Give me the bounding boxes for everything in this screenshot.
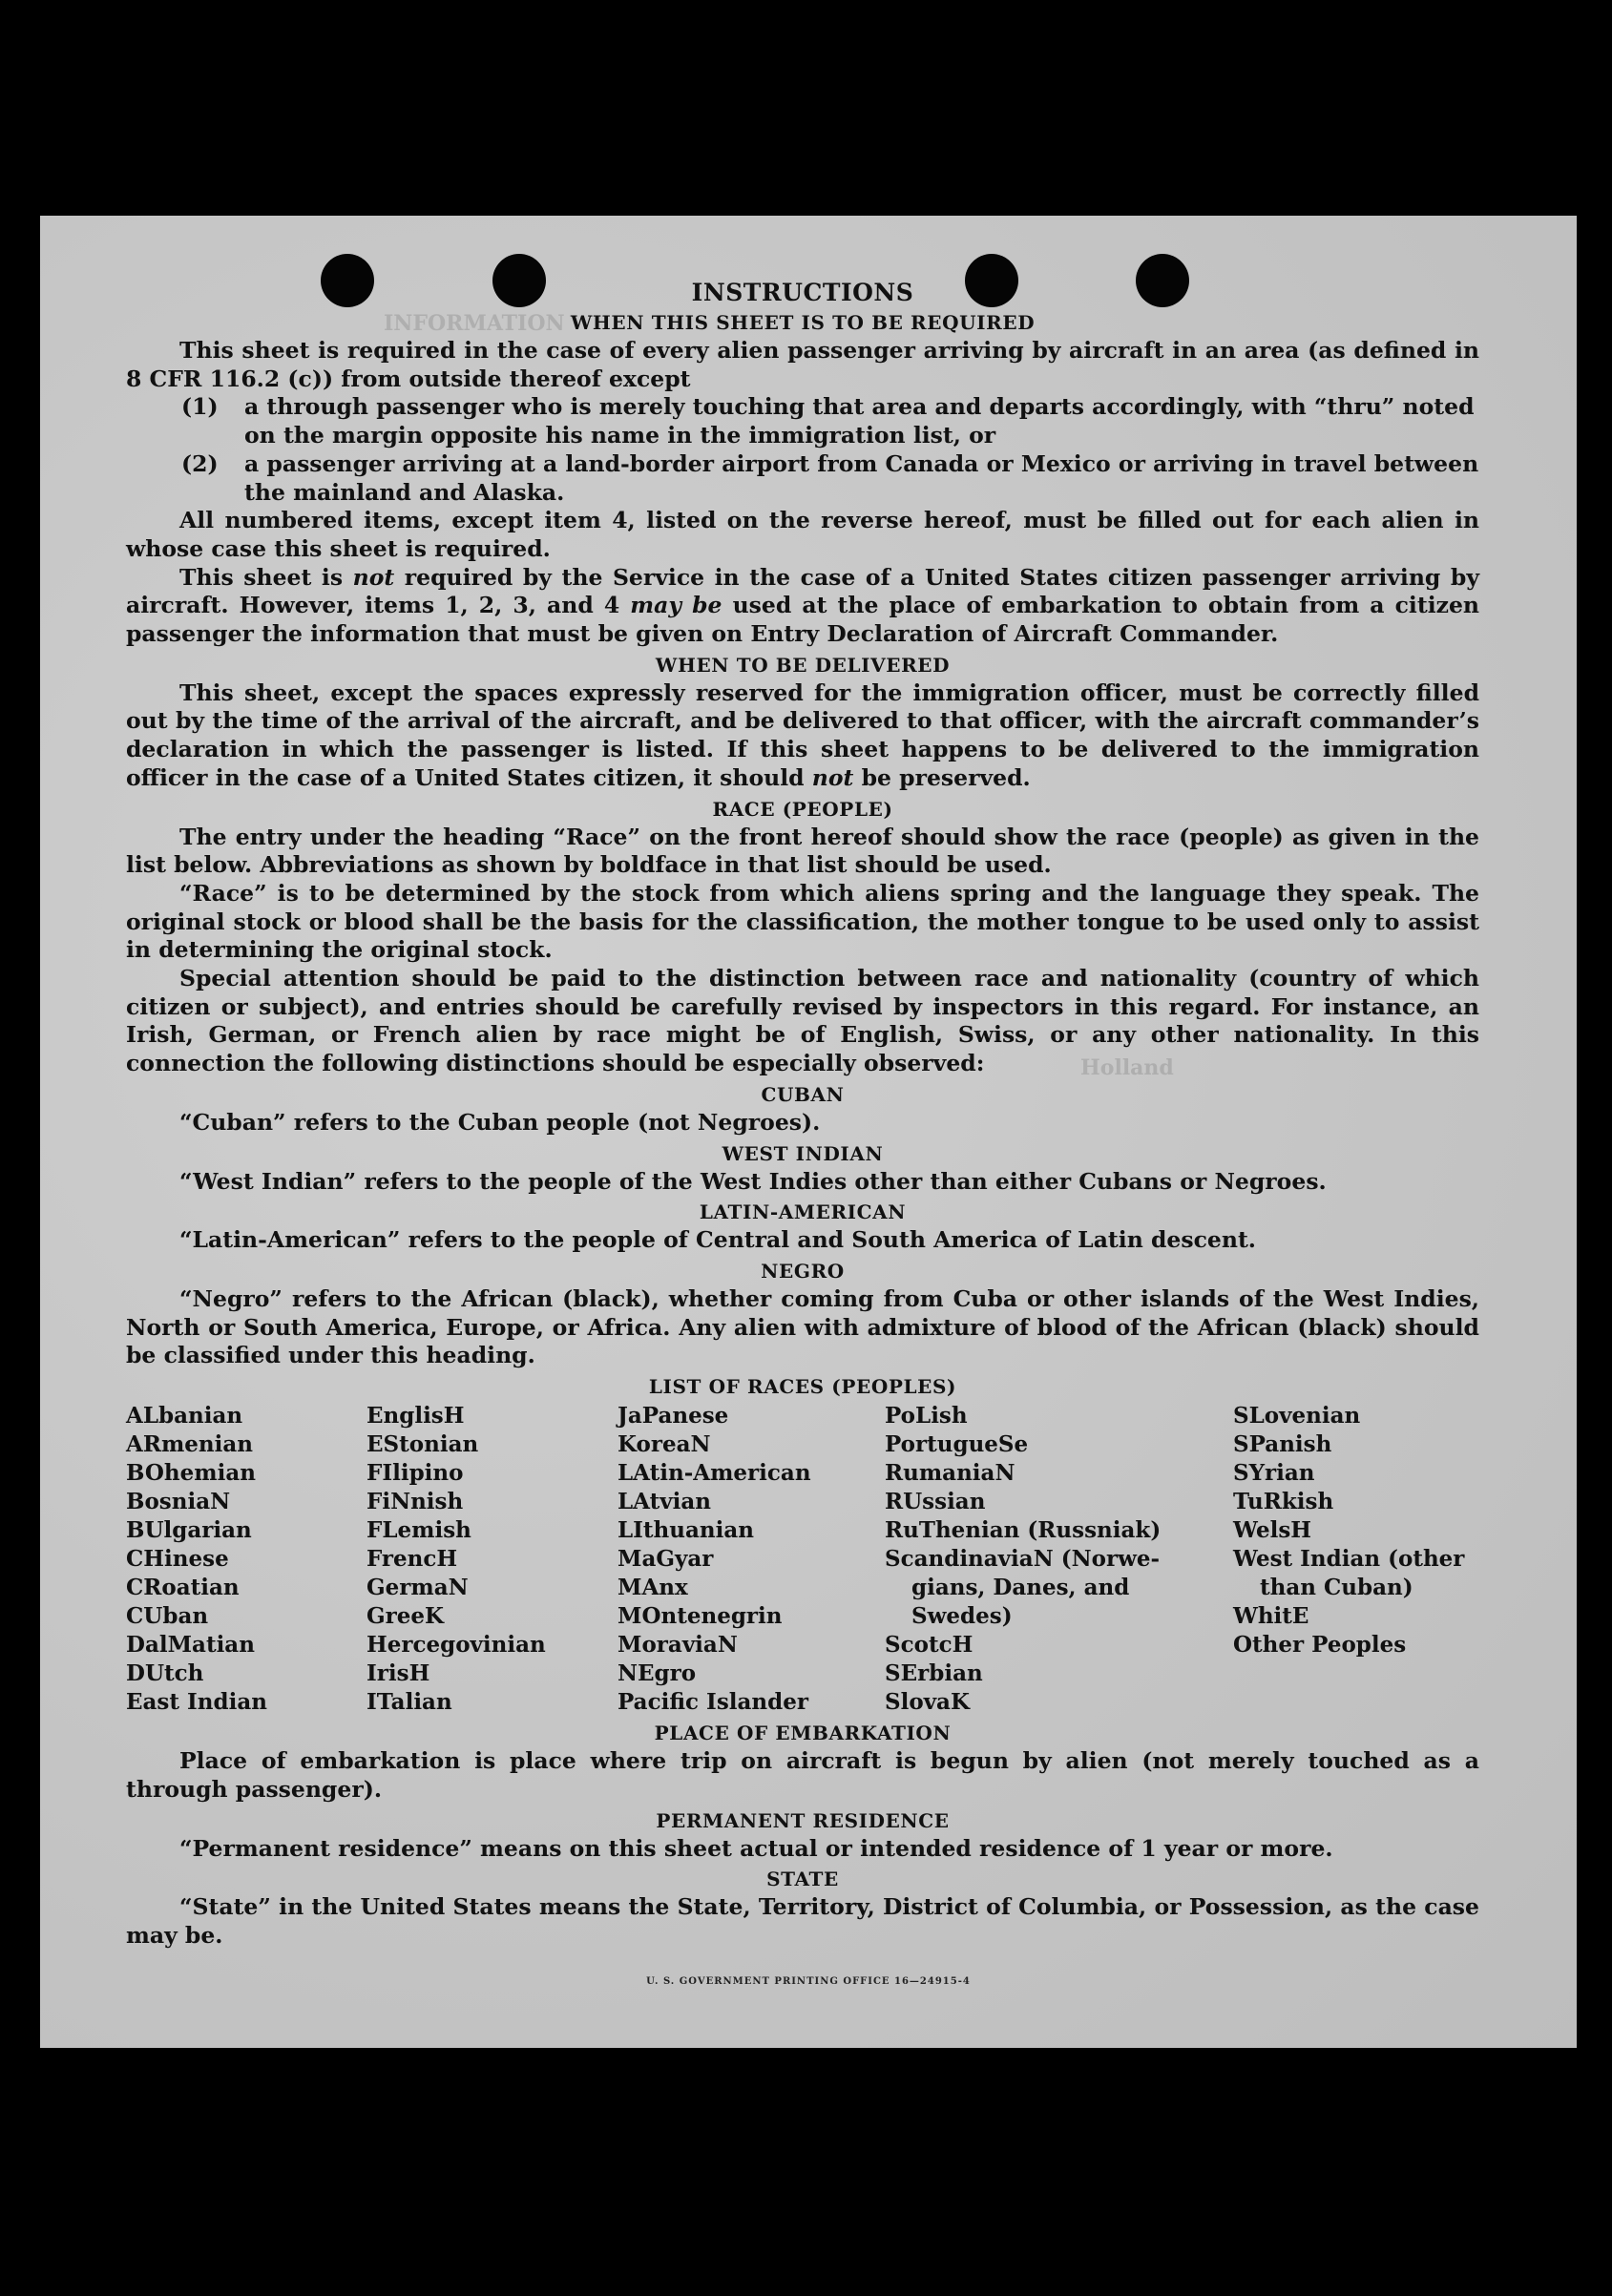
races-column bbox=[618, 1402, 885, 1717]
race-entry: SLovenian bbox=[1233, 1403, 1361, 1430]
race-entry: SPanish bbox=[1233, 1431, 1332, 1458]
race-entry: ITalian bbox=[366, 1689, 452, 1716]
races-column bbox=[126, 1402, 366, 1717]
race-entry: FrencH bbox=[366, 1546, 458, 1573]
document-sheet bbox=[40, 216, 1577, 2048]
negro-text: “Negro” refers to the African (black), whether coming from Cuba or other islands of the West Indies, North or South America, Europe, or Africa. Any alien with admixture of blood of the African (black) should be classified under this heading. bbox=[126, 1284, 1479, 1369]
race-entry: SlovaK bbox=[885, 1689, 970, 1716]
race-entry: PoLish bbox=[885, 1403, 968, 1430]
embarkation-text: Place of embarkation is place where trip on aircraft is begun by alien (not merely touched as a through passenger). bbox=[126, 1747, 1479, 1803]
race-entry: GreeK bbox=[366, 1603, 445, 1630]
race-entry: CRoatian bbox=[126, 1575, 240, 1601]
residence-text: “Permanent residence” means on this sheet actual or intended residence of 1 year or more. bbox=[179, 1834, 1333, 1862]
races-table bbox=[126, 1402, 1479, 1717]
race-entry: RuThenian (Russniak) bbox=[885, 1517, 1162, 1544]
races-column bbox=[1233, 1402, 1479, 1717]
race-entry: ARmenian bbox=[126, 1431, 254, 1458]
race-entry: MAnx bbox=[618, 1575, 688, 1601]
section-heading-latin: LATIN-AMERICAN bbox=[699, 1200, 907, 1224]
section-heading-delivered: WHEN TO BE DELIVERED bbox=[655, 653, 951, 677]
race-entry: Other Peoples bbox=[1233, 1632, 1407, 1659]
section-heading-races: LIST OF RACES (PEOPLES) bbox=[648, 1375, 957, 1399]
race-entry: DalMatian bbox=[126, 1632, 255, 1659]
west-indian-text: “West Indian” refers to the people of the West Indies other than either Cubans or Negroes. bbox=[179, 1167, 1327, 1195]
race-entry: Swedes) bbox=[911, 1603, 1013, 1630]
race-entry: EnglisH bbox=[366, 1403, 465, 1430]
race-paragraph: The entry under the heading “Race” on the front hereof should show the race (people) as given in the list below. Abbreviations as shown by boldface in that list should be used. bbox=[126, 823, 1479, 879]
race-entry: MOntenegrin bbox=[618, 1603, 783, 1630]
numbered-items-paragraph: All numbered items, except item 4, listed on the reverse hereof, must be filled out for each alien in whose case this sheet is required. bbox=[126, 507, 1479, 562]
section-heading-west-indian: WEST INDIAN bbox=[722, 1141, 884, 1165]
race-entry: Pacific Islander bbox=[618, 1689, 808, 1716]
race-entry: IrisH bbox=[366, 1660, 430, 1687]
exception-item bbox=[126, 393, 1479, 449]
race-entry: CHinese bbox=[126, 1546, 229, 1573]
exception-item bbox=[126, 450, 1479, 507]
race-entry: LAtvian bbox=[618, 1489, 711, 1515]
race-entry: East Indian bbox=[126, 1689, 267, 1716]
race-entry: Hercegovinian bbox=[366, 1632, 546, 1659]
race-entry: KoreaN bbox=[618, 1431, 711, 1458]
section-heading-required: WHEN THIS SHEET IS TO BE REQUIRED bbox=[570, 311, 1036, 334]
delivered-paragraph: This sheet, except the spaces expressly reserved for the immigration officer, must be correctly filled out by the time of the arrival of the aircraft, and be delivered to that officer, with the aircraft commander’s declaration in which the passenger is listed. If this sheet happens to be delivered to the immigration officer in the case of a United States citizen, it should not be preserved. bbox=[126, 678, 1479, 791]
page-title: INSTRUCTIONS bbox=[691, 279, 914, 306]
bleed-through: Holland bbox=[1080, 1055, 1174, 1080]
race-entry: BUlgarian bbox=[126, 1517, 252, 1544]
races-column bbox=[366, 1402, 618, 1717]
race-entry: TuRkish bbox=[1233, 1489, 1334, 1515]
race-entry: SErbian bbox=[885, 1660, 983, 1687]
race-entry: CUban bbox=[126, 1603, 209, 1630]
citizen-paragraph: This sheet is not required by the Service in the case of a United States citizen passenger arriving by aircraft. However, items 1, 2, 3, and 4 may be used at the place of embarkation to obtain from a citizen passenger the information that must be given on Entry Declaration of Aircraft Commander. bbox=[126, 563, 1480, 648]
exception-number: (2) bbox=[181, 449, 219, 477]
race-entry: LAtin-American bbox=[618, 1460, 811, 1487]
race-entry: FIlipino bbox=[366, 1460, 464, 1487]
section-heading-embarkation: PLACE OF EMBARKATION bbox=[654, 1722, 952, 1745]
race-entry: RUssian bbox=[885, 1489, 986, 1515]
race-entry: PortugueSe bbox=[885, 1431, 1029, 1458]
race-entry: ScotcH bbox=[885, 1632, 973, 1659]
race-entry: ScandinaviaN (Norwe- bbox=[885, 1546, 1161, 1573]
race-entry: GermaN bbox=[366, 1575, 469, 1601]
exception-text: a passenger arriving at a land-border airport from Canada or Mexico or arriving in travel between the mainland and Alaska. bbox=[244, 449, 1479, 506]
race-entry: FLemish bbox=[366, 1517, 471, 1544]
race-entry: gians, Danes, and bbox=[911, 1575, 1130, 1601]
race-entry: WhitE bbox=[1233, 1603, 1309, 1630]
required-intro: This sheet is required in the case of every alien passenger arriving by aircraft in an area (as defined in 8 CFR 116.2 (c)) from outside thereof except bbox=[126, 337, 1479, 392]
race-entry: RumaniaN bbox=[885, 1460, 1015, 1487]
race-entry: BosniaN bbox=[126, 1489, 231, 1515]
bleed-through: INFORMATION bbox=[384, 311, 565, 336]
section-heading-race: RACE (PEOPLE) bbox=[712, 797, 893, 821]
cuban-text: “Cuban” refers to the Cuban people (not Negroes). bbox=[179, 1108, 821, 1136]
race-entry: ALbanian bbox=[126, 1403, 243, 1430]
section-heading-state: STATE bbox=[766, 1868, 839, 1891]
race-entry: JaPanese bbox=[618, 1403, 729, 1430]
races-column bbox=[885, 1402, 1233, 1717]
section-heading-residence: PERMANENT RESIDENCE bbox=[656, 1808, 950, 1832]
race-entry: FiNnish bbox=[366, 1489, 464, 1515]
instructions-body bbox=[126, 279, 1479, 1951]
state-text: “State” in the United States means the State, Territory, District of Columbia, or Possession, as the case may be. bbox=[126, 1893, 1479, 1949]
race-entry: LIthuanian bbox=[618, 1517, 754, 1544]
section-heading-cuban: CUBAN bbox=[761, 1082, 845, 1106]
exception-text: a through passenger who is merely touching that area and departs accordingly, with “thru” noted on the margin opposite his name in the immigration list, or bbox=[244, 393, 1475, 449]
race-entry: EStonian bbox=[366, 1431, 479, 1458]
race-entry: BOhemian bbox=[126, 1460, 256, 1487]
section-heading-negro: NEGRO bbox=[761, 1259, 845, 1283]
race-entry: WelsH bbox=[1233, 1517, 1312, 1544]
race-entry: DUtch bbox=[126, 1660, 204, 1687]
race-paragraph: Special attention should be paid to the distinction between race and nationality (country of which citizen or subject), and entries should be carefully revised by inspectors in this regard. For instance, an Irish, German, or French alien by race might be of English, Swiss, or any other nationality. In this connection the following distinctions should be especially observed: bbox=[126, 965, 1479, 1077]
race-paragraph: “Race” is to be determined by the stock from which aliens spring and the language they speak. The original stock or blood shall be the basis for the classification, the mother tongue to be used only to assist in determining the original stock. bbox=[126, 879, 1479, 964]
latin-text: “Latin-American” refers to the people of Central and South America of Latin descent. bbox=[179, 1226, 1256, 1254]
exception-number: (1) bbox=[181, 393, 219, 421]
race-entry: NEgro bbox=[618, 1660, 697, 1687]
race-entry: SYrian bbox=[1233, 1460, 1315, 1487]
race-entry: West Indian (other bbox=[1233, 1546, 1465, 1573]
race-entry: than Cuban) bbox=[1260, 1575, 1413, 1601]
race-entry: MaGyar bbox=[618, 1546, 714, 1573]
printer-footer: U. S. GOVERNMENT PRINTING OFFICE 16—24915-4 bbox=[646, 1976, 971, 1987]
race-entry: MoraviaN bbox=[618, 1632, 738, 1659]
